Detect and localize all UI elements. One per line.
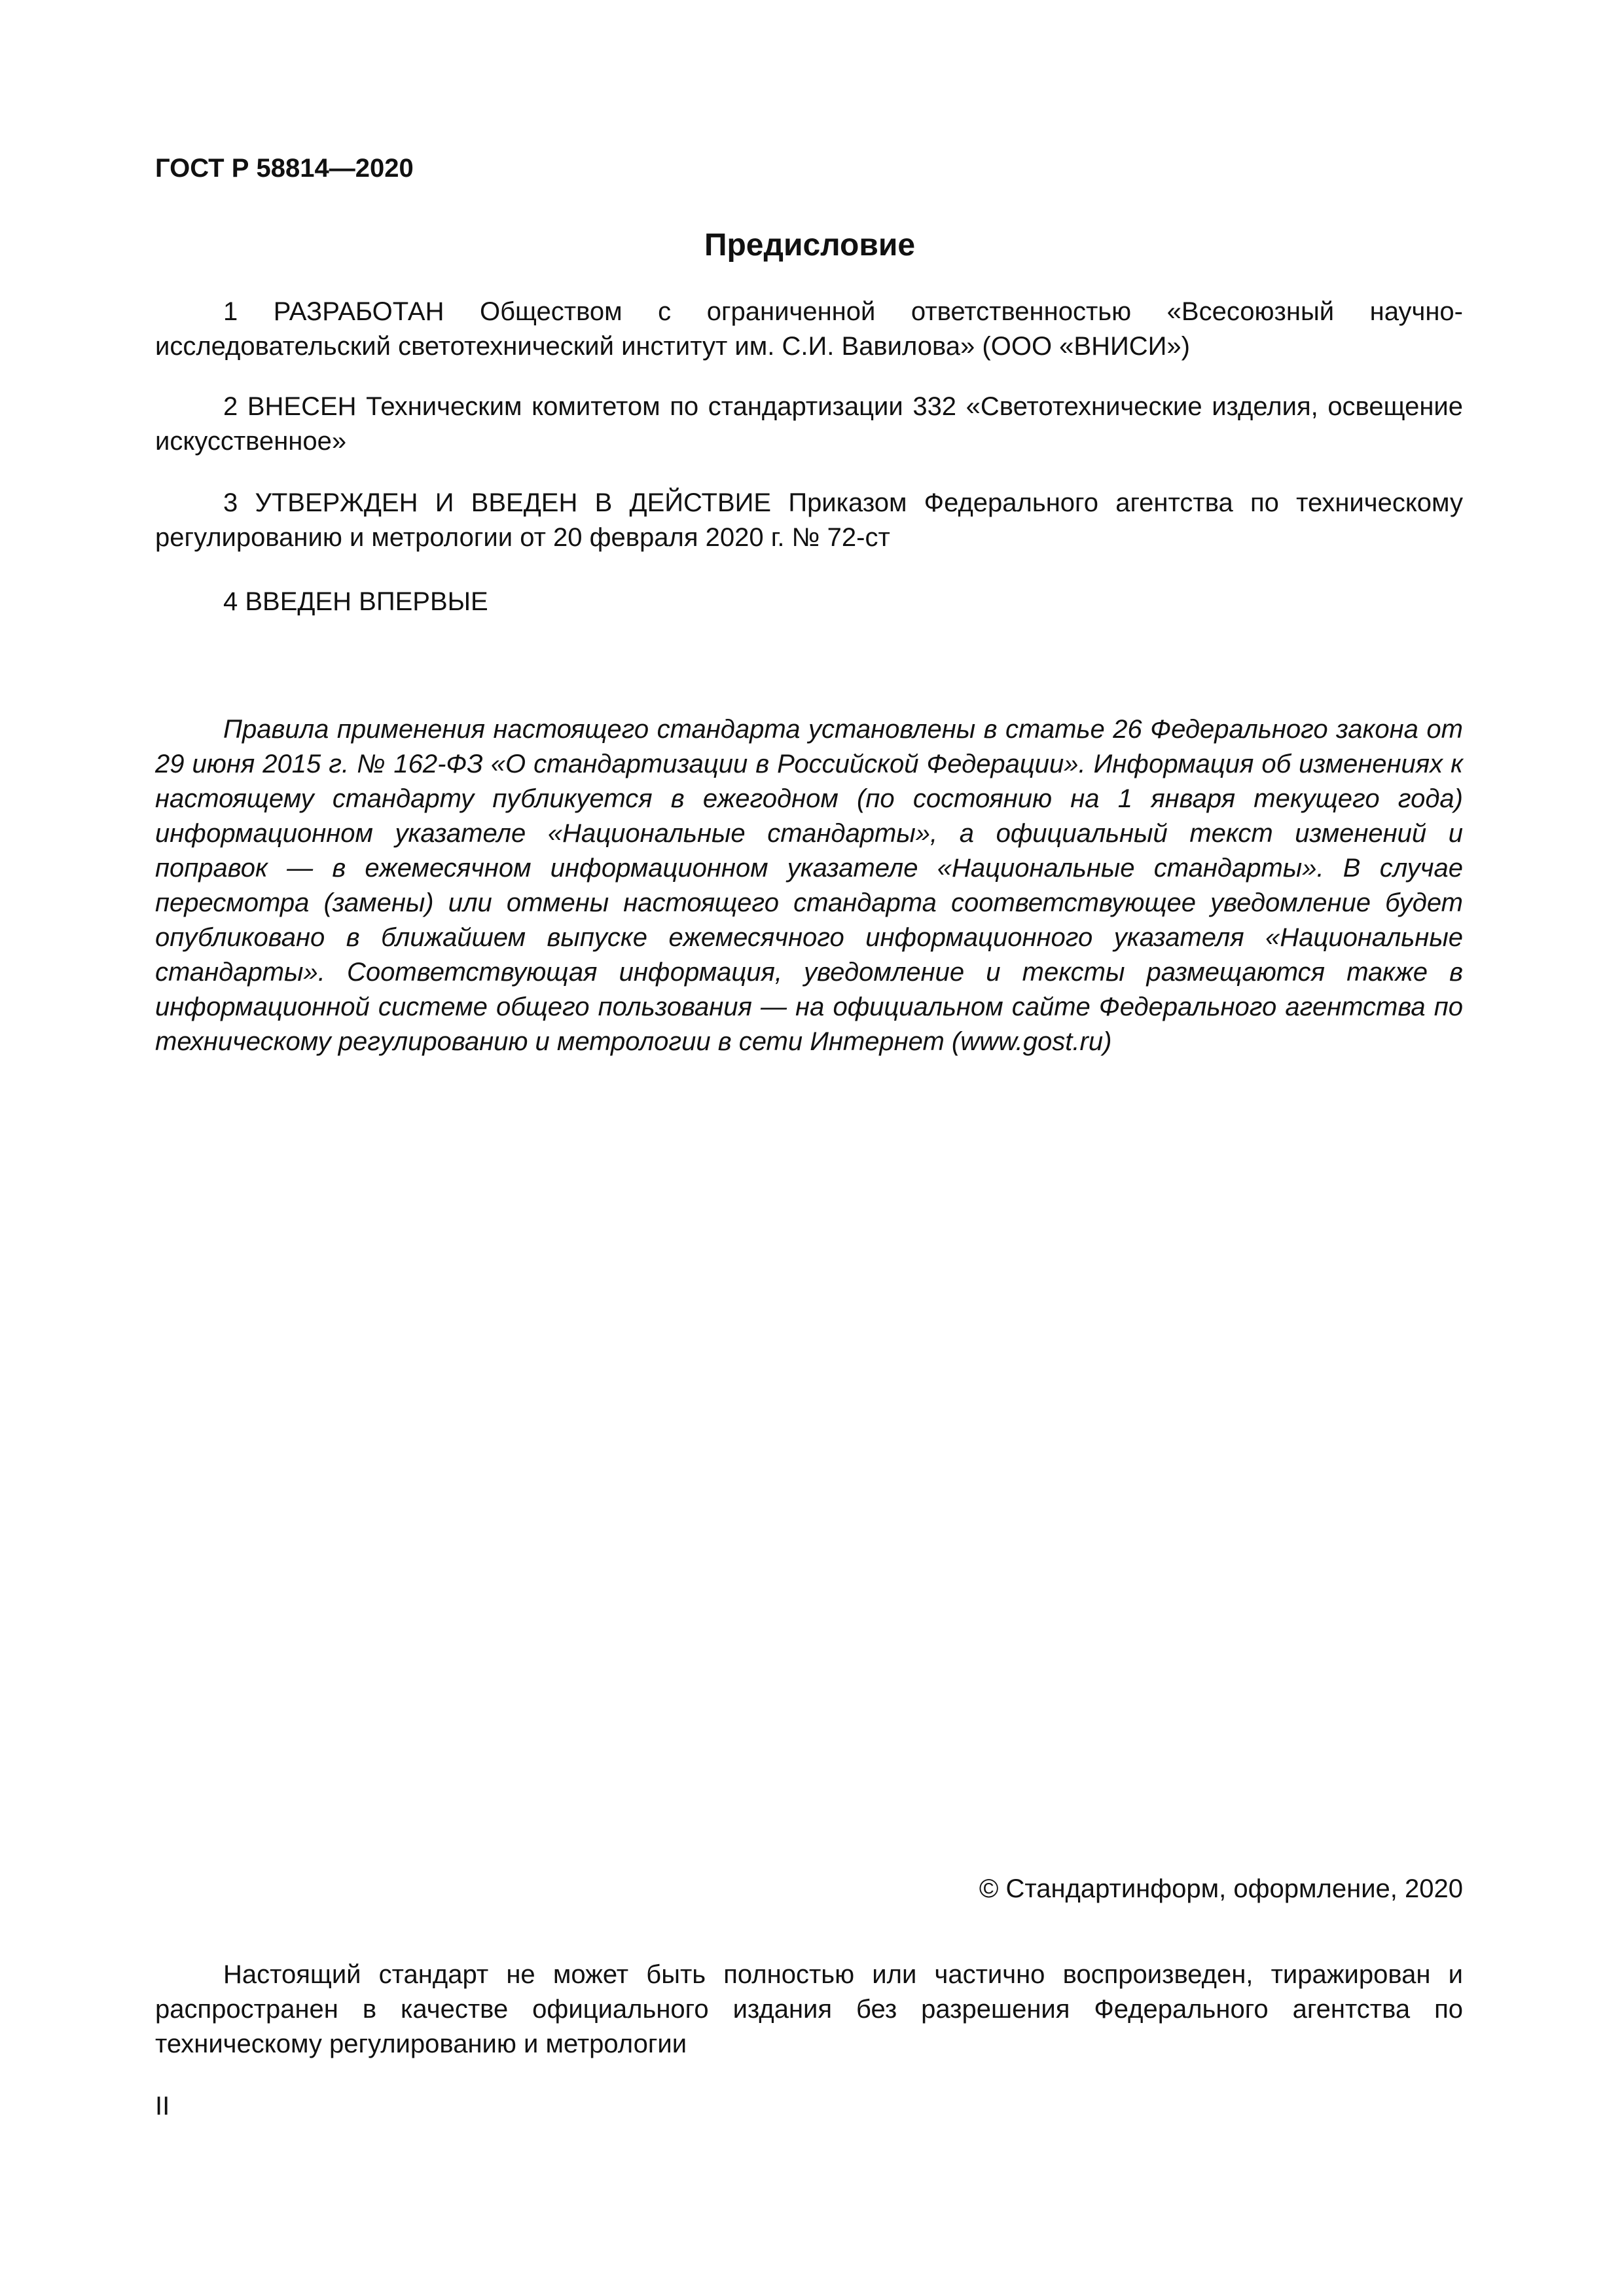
document-code: ГОСТ Р 58814—2020 xyxy=(155,154,414,183)
rules-of-application-note: Правила применения настоящего стандарта установлены в статье 26 Федерального закона от 29 июня 2015 г. № 162-ФЗ «О стандартизации в Российской Федерации». Информация об изменениях к настоящему стандарту публикуется в ежегодном (по состоянию на 1 января текущего года) информационном указателе «Национальные стандарты», а официальный текст изменений и поправок — в ежемесячном информационном указателе «Национальные стандарты». В случае пересмотра (замены) или отмены настоящего стандарта соответствующее уведомление будет опубликовано в ближайшем выпуске ежемесячного информационного указателя «Национальные стандарты». Соответствующая информация, уведомление и тексты размещаются также в информационной системе общего пользования — на официальном сайте Федерального агентства по техническому регулированию и метрологии в сети Интернет (www.gost.ru) xyxy=(155,715,1463,1056)
foreword-item-3: 3 УТВЕРЖДЕН И ВВЕДЕН В ДЕЙСТВИЕ Приказом Федерального агентства по техническому регулированию и метрологии от 20 февраля 2020 г. № 72-ст xyxy=(155,488,1463,552)
reproduction-notice: Настоящий стандарт не может быть полностью или частично воспроизведен, тиражирован и распространен в качестве официального издания без разрешения Федерального агентства по техническому регулированию и метрологии xyxy=(155,1960,1463,2058)
foreword-title: Предисловие xyxy=(704,228,916,263)
page-number: II xyxy=(155,2092,170,2121)
foreword-item-2: 2 ВНЕСЕН Техническим комитетом по стандартизации 332 «Светотехнические изделия, освещение искусственное» xyxy=(155,392,1463,456)
foreword-item-1: 1 РАЗРАБОТАН Обществом с ограниченной ответственностью «Всесоюзный научно-исследовательский светотехнический институт им. С.И. Вавилова» (ООО «ВНИСИ») xyxy=(155,297,1463,361)
foreword-item-4: 4 ВВЕДЕН ВПЕРВЫЕ xyxy=(223,587,488,616)
copyright-line: © Стандартинформ, оформление, 2020 xyxy=(979,1874,1463,1903)
